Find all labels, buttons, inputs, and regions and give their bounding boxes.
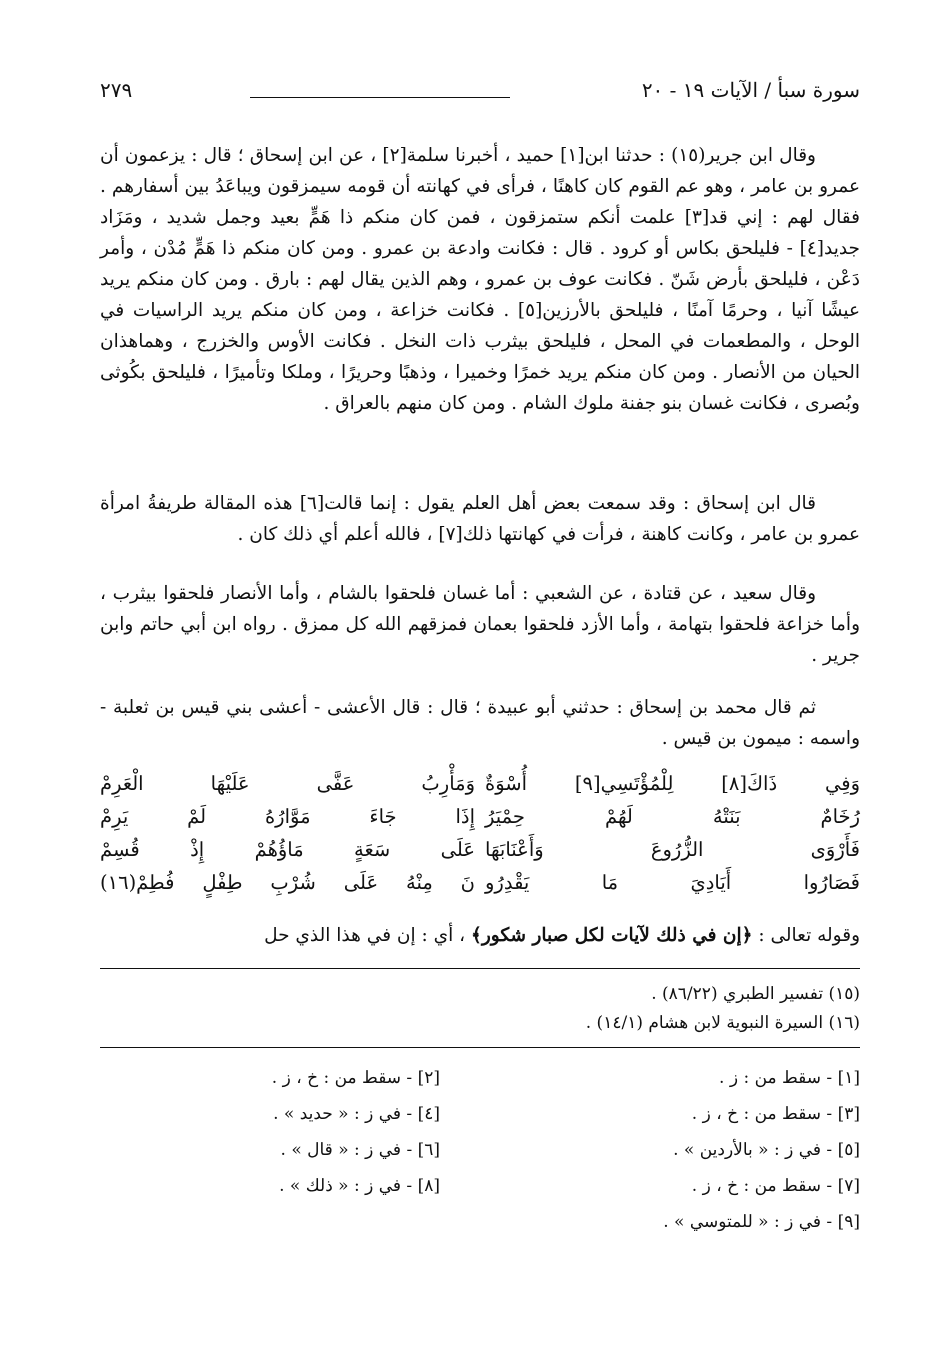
poem-line [100,838,860,871]
footnote-item: (١٦) السيرة النبوية لابن هشام (١٤/١) . [585,1013,860,1033]
poem [100,772,860,904]
verse-tail: ، أي : إن في هذا الذي حل [264,925,471,946]
paragraph-saeed: وقال سعيد ، عن قتادة ، عن الشعبي : أما غسان فلحقوا بالشام ، وأما الأنصار فلحقوا بيثرب ، وأما خزاعة فلحقوا بتهامة ، وأما الأزد فلحقوا بعمان فمزقهم الله كل ممزق . رواه ابن أبي حاتم وابن جرير . [100,583,860,666]
variant-note: [٦] - في ز : « قال » . [280,1140,440,1160]
paragraph-verse-commentary [100,920,860,951]
variants-separator [100,1047,860,1048]
paragraph-ibn-jarir: وقال ابن جرير(١٥) : حدثنا ابن[١] حميد ، أخبرنا سلمة[٢] ، عن ابن إسحاق ؛ قال : يزعمون أن عمرو بن عامر ، وهو عم القوم كان كاهنًا ، فرأى في كهانته أن قومه سيمزقون ويباعَدُ بين أسفارهم . فقال لهم : إني قد[٣] علمت أنكم ستمزقون ، فمن كان منكم ذا هَمٍّ بعيد وجمل شديد ، ومَزَاد جديد[٤] - فليلحق بكاس أو كرود . قال : فكانت وادعة بن عمرو . ومن كان منكم ذا هَمٍّ مُدْن ، وأمر دَعْن ، فليلحق بأرض شَنّ . فكانت عوف بن عمرو ، وهم الذين يقال لهم : بارق . ومن كان منكم يريد عيشًا آنيا ، وحرمًا آمنًا ، فليلحق بالأرزين[٥] . فكانت خزاعة ، ومن كان منكم يريد الراسيات في الوحل ، والمطعمات في المحل ، فليلحق بيثرب ذات النخل . فكانت الأوس والخزرج ، وهماهذان الحيان من الأنصار . ومن كان منكم يريد خمرًا وخميرا ، وذهبًا وحريرًا ، وملكا وتأميرًا ، فليلحق بكُوثى وبُصرى ، فكانت غسان بنو جفنة ملوك الشام . ومن كان منهم بالعراق . [100,145,861,414]
verse-lead: وقوله تعالى : [752,925,860,946]
variant-note: [٧] - سقط من : خ ، ز . [691,1176,860,1196]
poem-first-hemistich: فَصَارُوا أَيَادِيَ مَا يَقْدِرُو [485,871,860,894]
footnote-item: (١٥) تفسير الطبري (٨٦/٢٢) . [651,984,860,1004]
quran-verse: ﴿إن في ذلك لآيات لكل صبار شكور﴾ [471,925,753,946]
variant-row [100,1176,860,1212]
poem-first-hemistich: وَفِي ذَاكَ[٨] لِلْمُؤْتَسِي[٩] أُسْوَةٌ [485,772,860,795]
poem-second-hemistich: وَمَأْرِبُ عَفَّى عَلَيْهَا الْعَرِمْ [100,772,475,795]
header-rule [250,97,510,98]
poem-line [100,805,860,838]
variant-note: [٢] - سقط من : خ ، ز . [271,1068,440,1088]
variant-note: [٩] - في ز : « للمتوسي » . [663,1212,860,1232]
variant-note: [٨] - في ز : « ذلك » . [279,1176,440,1196]
paragraph-ibn-ishaq: قال ابن إسحاق : وقد سمعت بعض أهل العلم يقول : إنما قالت[٦] هذه المقالة طريفةُ امرأة عمرو بن عامر ، وكانت كاهنة ، فرأت في كهانتها ذلك[٧] ، فالله أعلم أي ذلك كان . [100,493,860,545]
variant-row [100,1104,860,1140]
variant-row [100,1212,860,1248]
running-title: سورة سبأ / الآيات ١٩ - ٢٠ [641,78,860,102]
variant-row [100,1140,860,1176]
poem-first-hemistich: رُخَامٌ بَنَتْهُ لَهُمْ حِمْيَرُ [485,805,860,828]
page-number: ٢٧٩ [100,78,133,102]
page-header [100,78,860,108]
poem-second-hemistich: إِذَا جَاءَ مَوَّارُهُ لَمْ يَرِمْ [100,805,475,828]
poem-line [100,871,860,904]
variant-note: [٤] - في ز : « حديد » . [273,1104,440,1124]
footnote-separator [100,968,860,969]
poem-second-hemistich: نَ مِنْهُ عَلَى شُرْبِ طِفْلٍ فُطِمْ(١٦) [100,871,475,894]
poem-second-hemistich: عَلَى سَعَةٍ مَاؤُهُمْ إِذْ قُسِمْ [100,838,475,861]
variant-note: [٣] - سقط من : خ ، ز . [691,1104,860,1124]
manuscript-variants [100,1068,860,1248]
footnotes [100,980,860,1038]
poem-line [100,772,860,805]
variant-note: [٥] - في ز : « بالأردين » . [673,1140,860,1160]
variant-note: [١] - سقط من : ز . [719,1068,860,1088]
paragraph-poem-intro: ثم قال محمد بن إسحاق : حدثني أبو عبيدة ؛ قال : قال الأعشى - أعشى بني قيس بن ثعلبة - واسمه : ميمون بن قيس . [100,697,860,749]
variant-row [100,1068,860,1104]
poem-first-hemistich: فَأَرْوَى الزُّرُوعَ وَأَعْنَابَهَا [485,838,860,861]
